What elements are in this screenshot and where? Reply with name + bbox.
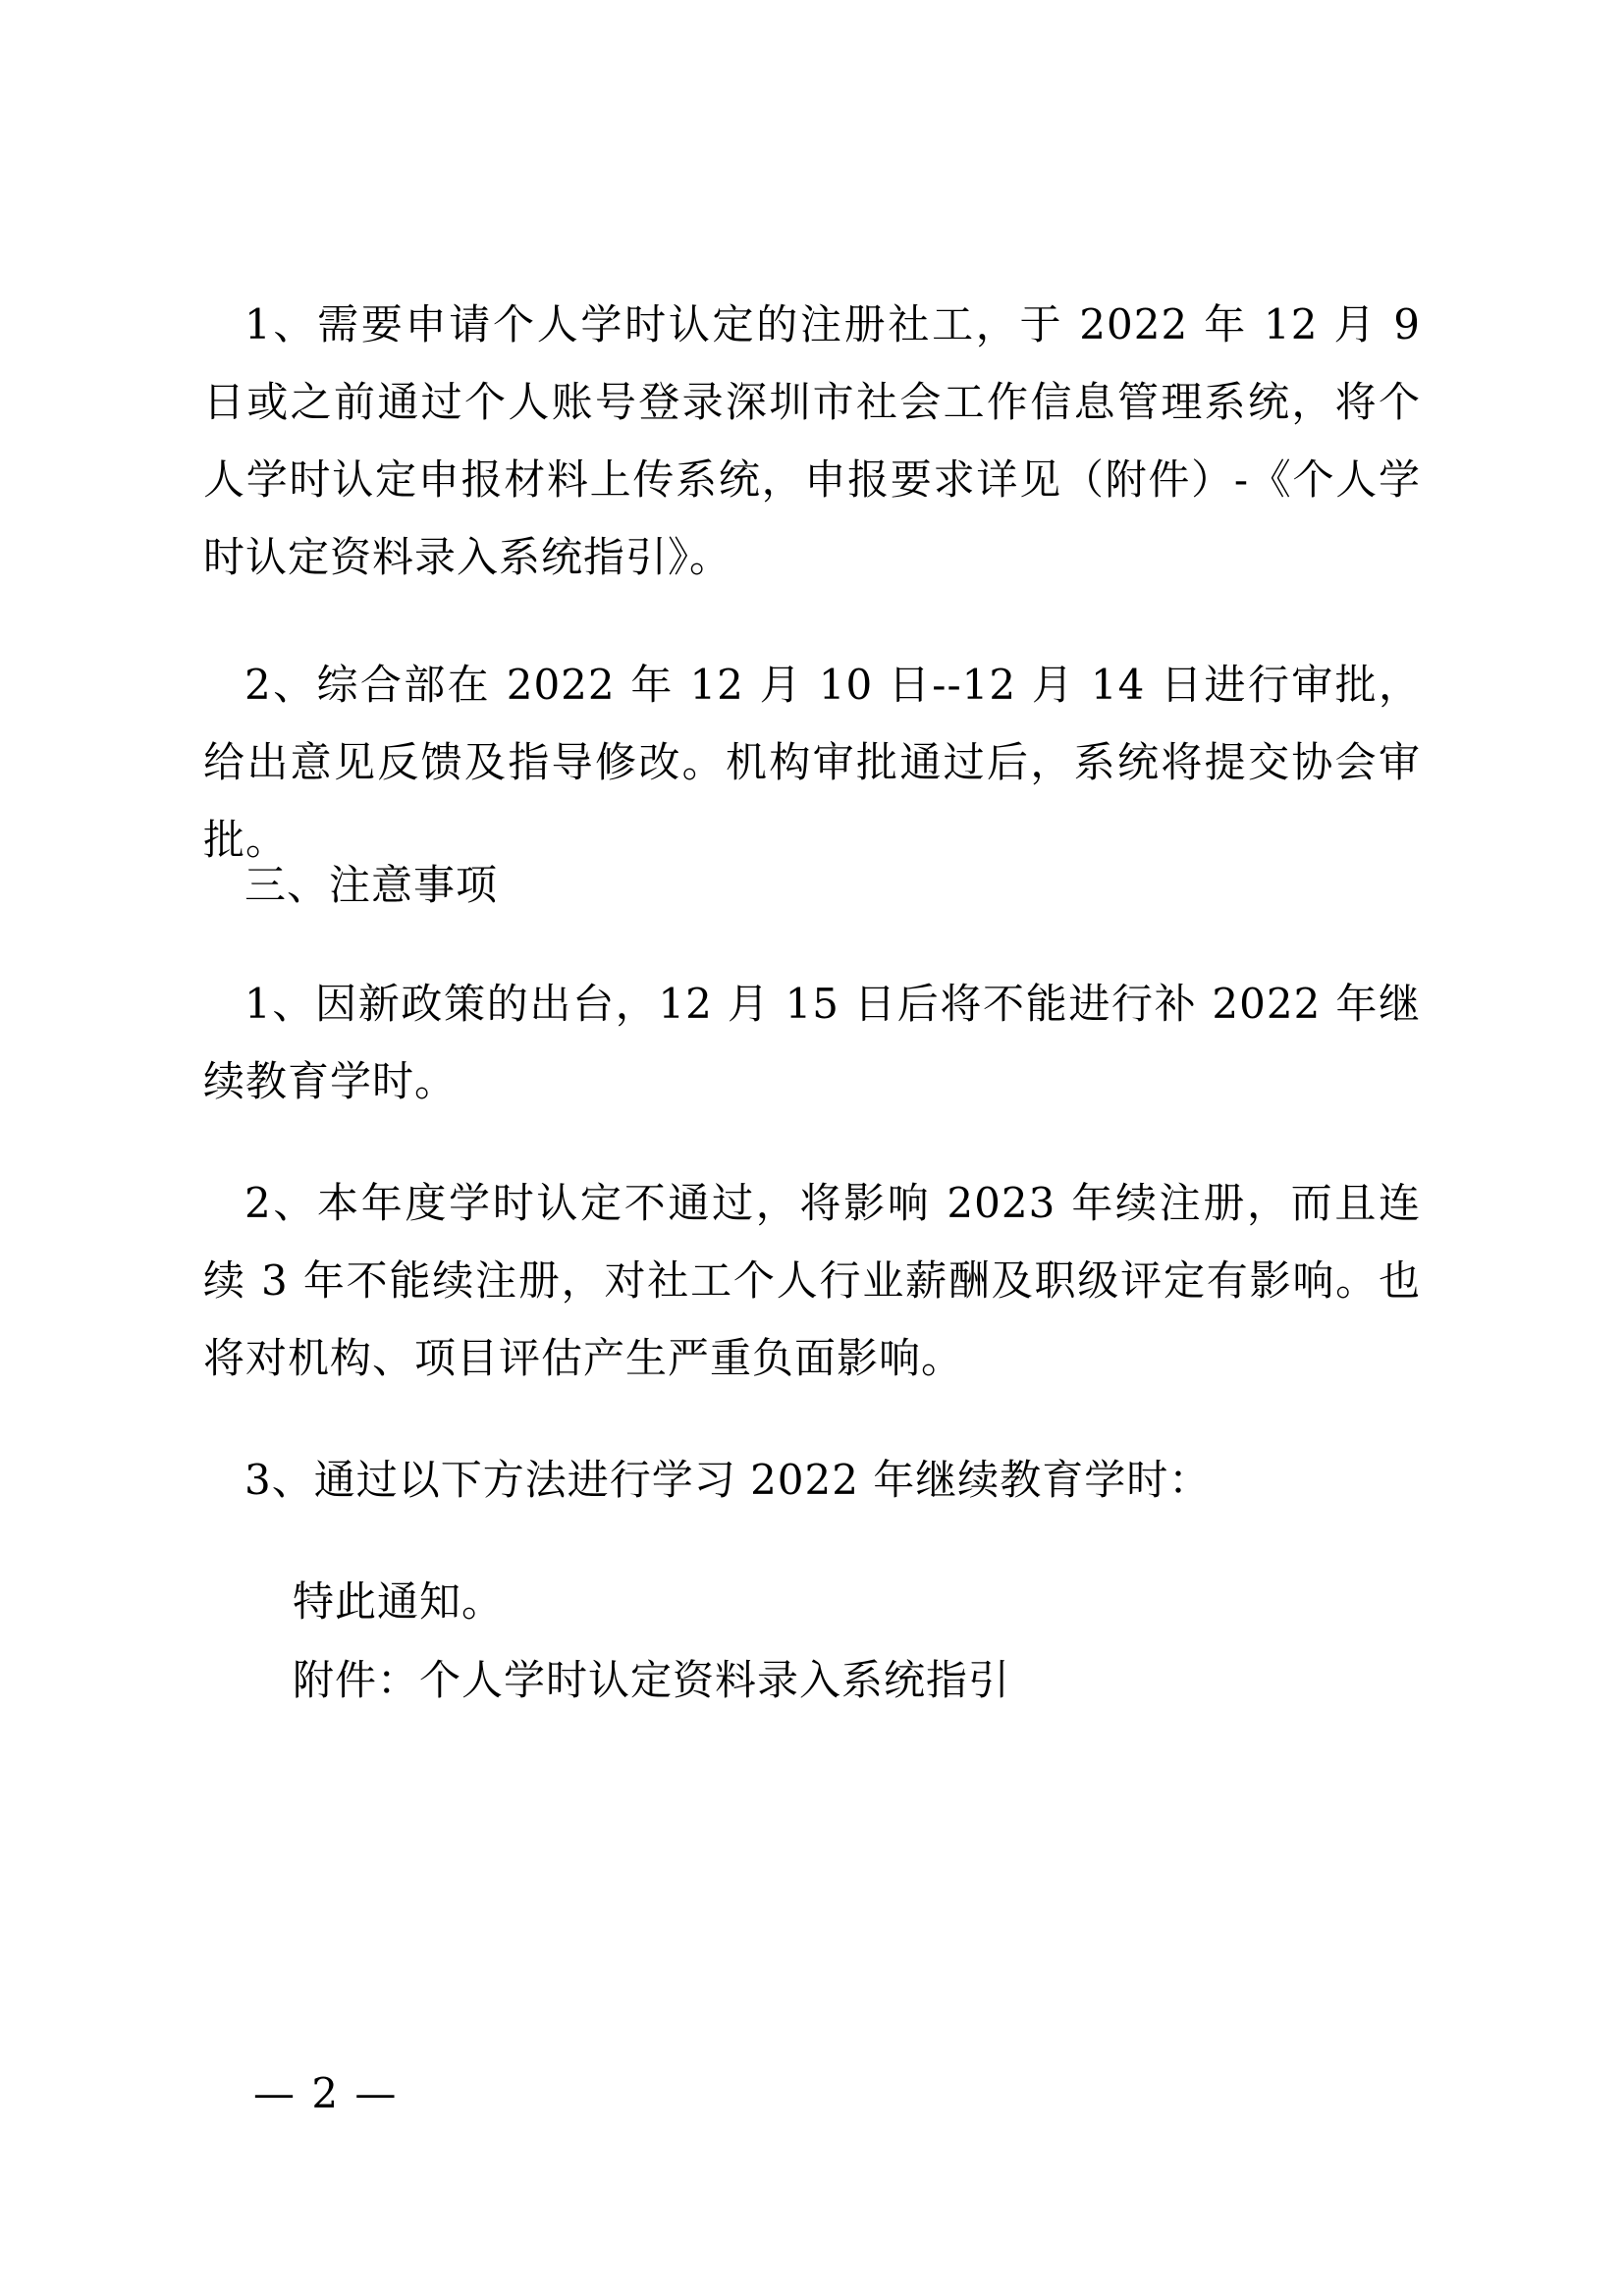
paragraph-review: 2、综合部在 2022 年 12 月 10 日--12 月 14 日进行审批，给出意见反馈及指导修改。机构审批通过后，系统将提交协会审批。 bbox=[203, 661, 1421, 864]
attachment-line: 附件：个人学时认定资料录入系统指引 bbox=[293, 1656, 1011, 1704]
paragraph-note-3: 3、通过以下方法进行学习 2022 年继续教育学时： bbox=[244, 1456, 1212, 1504]
paragraph-note-1: 1、因新政策的出台，12 月 15 日后将不能进行补 2022 年继续教育学时。 bbox=[203, 980, 1421, 1105]
paragraph-note-2: 2、本年度学时认定不通过，将影响 2023 年续注册，而且连续 3 年不能续注册，对社工个人行业薪酬及职级评定有影响。也将对机构、项目评估产生严重负面影响。 bbox=[203, 1179, 1421, 1382]
paragraph-submission: 1、需要申请个人学时认定的注册社工，于 2022 年 12 月 9 日或之前通过个人账号登录深圳市社会工作信息管理系统，将个人学时认定申报材料上传系统，申报要求详见（附件）-《个人学时认定资料录入系统指引》。 bbox=[203, 300, 1421, 581]
section-heading-notes: 三、注意事项 bbox=[244, 861, 499, 909]
page-number: — 2 — bbox=[253, 2069, 399, 2117]
closing-line: 特此通知。 bbox=[293, 1577, 505, 1626]
